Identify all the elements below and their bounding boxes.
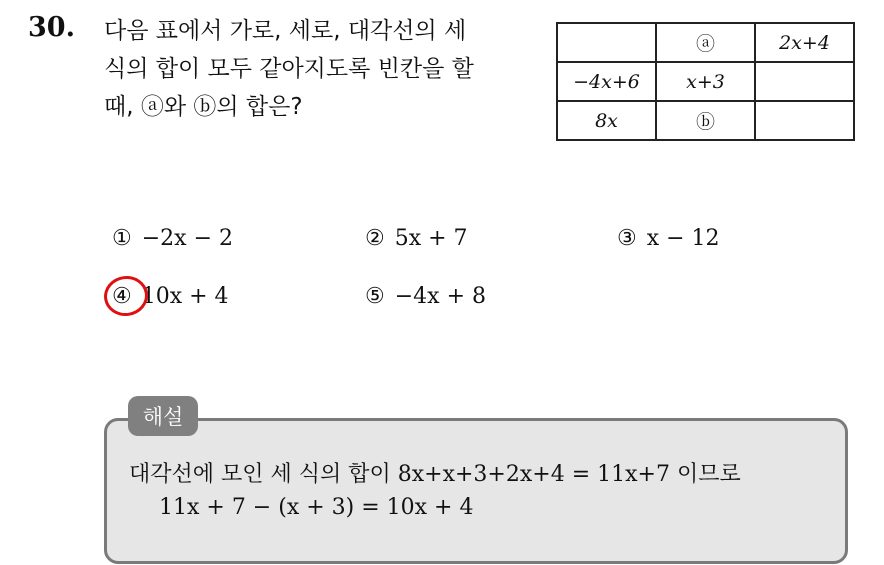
table-cell: x+3 <box>656 62 755 101</box>
question-line-3: 때, ⓐ와 ⓑ의 합은? <box>104 94 303 120</box>
option-number: ⑤ <box>365 284 385 309</box>
table-cell: 8x <box>557 101 656 140</box>
option-text: x − 12 <box>646 226 720 251</box>
table-cell-a: ⓐ <box>656 23 755 62</box>
explanation-text: 이므로 <box>669 462 741 487</box>
question-number: 30. <box>28 12 75 43</box>
option-2[interactable] <box>365 226 468 251</box>
explanation-math: 8x+x+3+2x+4 = 11x+7 <box>397 462 670 487</box>
explanation-tab: 해설 <box>128 396 198 436</box>
option-number: ④ <box>112 284 132 309</box>
explanation-text: 대각선에 모인 세 식의 합이 <box>129 462 398 487</box>
option-text: −4x + 8 <box>394 284 486 309</box>
option-text: 10x + 4 <box>141 284 229 309</box>
table-cell <box>557 23 656 62</box>
option-3[interactable] <box>617 226 720 251</box>
question-line-2: 식의 합이 모두 같아지도록 빈칸을 할 <box>104 56 474 82</box>
option-number: ② <box>365 226 385 251</box>
table-cell: 2x+4 <box>755 23 854 62</box>
option-number: ③ <box>617 226 637 251</box>
option-text: −2x − 2 <box>141 226 233 251</box>
explanation-line-1 <box>129 457 741 488</box>
answer-mark-circle <box>101 273 150 319</box>
table-row <box>557 101 854 140</box>
option-1[interactable] <box>112 226 233 251</box>
table-row <box>557 23 854 62</box>
explanation-box <box>104 418 848 564</box>
option-text: 5x + 7 <box>394 226 468 251</box>
question-text <box>104 12 534 126</box>
option-5[interactable] <box>365 284 486 309</box>
table-cell-b: ⓑ <box>656 101 755 140</box>
table-cell <box>755 62 854 101</box>
magic-square-table <box>556 22 855 141</box>
option-number: ① <box>112 226 132 251</box>
table-cell: −4x+6 <box>557 62 656 101</box>
table-row <box>557 62 854 101</box>
explanation-line-2: 11x + 7 − (x + 3) = 10x + 4 <box>159 495 474 520</box>
table-cell <box>755 101 854 140</box>
question-line-1: 다음 표에서 가로, 세로, 대각선의 세 <box>104 18 467 44</box>
